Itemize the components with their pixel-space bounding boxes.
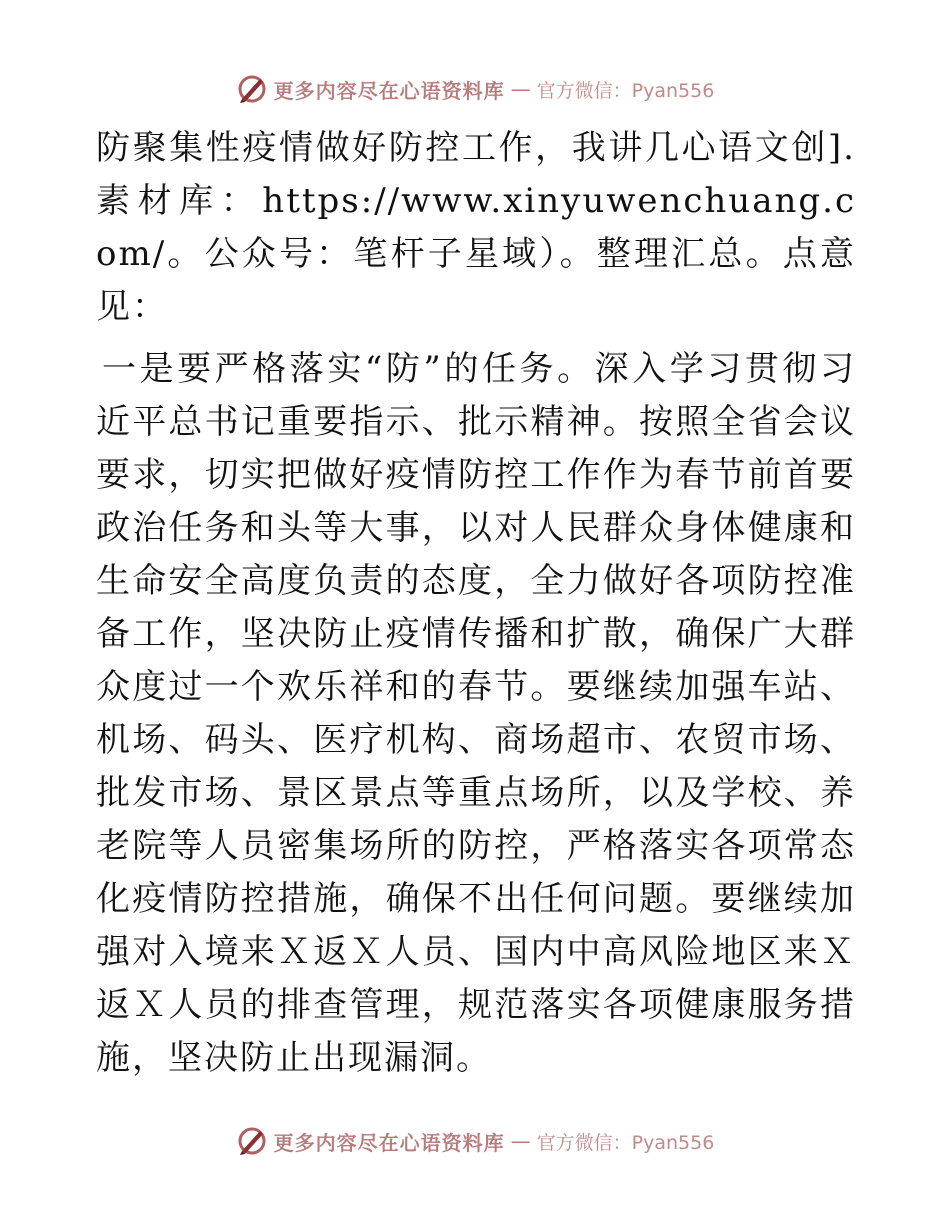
header-wechat-text: 官方微信：Pyan556 [536,79,715,102]
pen-circle-logo-icon [236,73,268,105]
footer-wechat-text: 官方微信：Pyan556 [536,1131,715,1154]
paragraph-intro: 防聚集性疫情做好防控工作，我讲几心语文创].素材库：https://www.xinyuwenchuang.com/。公众号：笔杆子星域）。整理汇总。点意见： [96,128,856,327]
header-separator: — [510,77,531,101]
pen-circle-logo-icon [236,1125,268,1157]
header-brand-text: 更多内容尽在心语资料库 [273,78,505,103]
footer-banner [0,1124,950,1158]
footer-separator: — [510,1129,531,1153]
header-banner [0,72,950,106]
document-body [96,122,856,1085]
paragraph-prevention: 一是要严格落实“防”的任务。深入学习贯彻习近平总书记重要指示、批示精神。按照全省会议要求，切实把做好疫情防控工作作为春节前首要政治任务和头等大事，以对人民群众身体健康和生命安全高度负责的态度，全力做好各项防控准备工作，坚决防止疫情传播和扩散，确保广大群众度过一个欢乐祥和的春节。要继续加强车站、机场、码头、医疗机构、商场超市、农贸市场、批发市场、景区景点等重点场所，以及学校、养老院等人员密集场所的防控，严格落实各项常态化疫情防控措施，确保不出任何问题。要继续加强对入境来Ｘ返Ｘ人员、国内中高风险地区来Ｘ返Ｘ人员的排查管理，规范落实各项健康服务措施，坚决防止出现漏洞。 [96,349,856,1078]
footer-brand-text: 更多内容尽在心语资料库 [273,1130,505,1155]
